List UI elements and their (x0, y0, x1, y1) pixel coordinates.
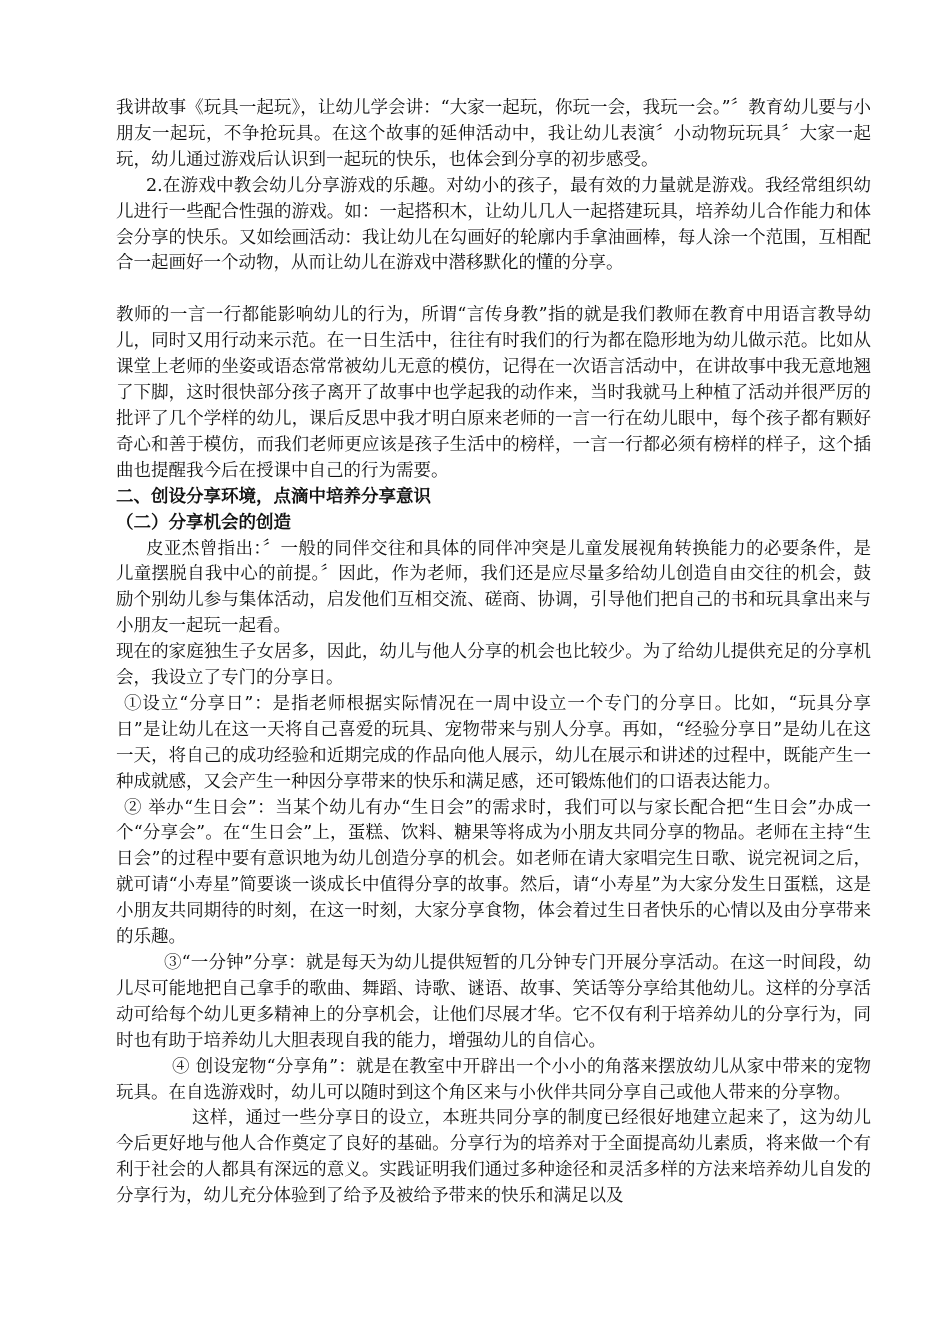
paragraph-birthday-party: ② 举办“生日会”：当某个幼儿有办“生日会”的需求时，我们可以与家长配合把“生日会”办成一个“分享会”。在“生日会”上，蛋糕、饮料、糖果等将成为小朋友共同分享的物品。老师在主持“生日会”的过程中要有意识地为幼儿创造分享的机会。如老师在请大家唱完生日歌、说完祝词之后，就可请“小寿星”简要谈一谈成长中值得分享的故事。然后，请“小寿星”为大家分发生日蛋糕，这是小朋友共同期待的时刻，在这一时刻，大家分享食物，体会着过生日者快乐的心情以及由分享带来的乐趣。 (116, 797, 871, 948)
paragraph-toy-story: 我讲故事《玩具一起玩》，让幼儿学会讲：“大家一起玩，你玩一会，我玩一会。”〞教育幼儿要与小朋友一起玩，不争抢玩具。在这个故事的延伸活动中，我让幼儿表演〞小动物玩玩具〞大家一起玩，幼儿通过游戏后认识到一起玩的快乐，也体会到分享的初步感受。 (116, 98, 871, 170)
section-heading: 二、创设分享环境，点滴中培养分享意识 (116, 486, 431, 507)
subsection-heading: （二）分享机会的创造 (116, 512, 291, 533)
paragraph-conclusion: 这样，通过一些分享日的设立，本班共同分享的制度已经很好地建立起来了，这为幼儿今后更好地与他人合作奠定了良好的基础。分享行为的培养对于全面提高幼儿素质，将来做一个有利于社会的人都具有深远的意义。实践证明我们通过多种途径和灵活多样的方法来培养幼儿自发的分享行为，幼儿充分体验到了给予及被给予带来的快乐和满足以及 (116, 1108, 871, 1207)
paragraph-share-day: ①设立“分享日”：是指老师根据实际情况在一周中设立一个专门的分享日。比如，“玩具分享日”是让幼儿在这一天将自己喜爱的玩具、宠物带来与别人分享。再如，“经验分享日”是幼儿在这一天，将自己的成功经验和近期完成的作品向他人展示，幼儿在展示和讲述的过程中，既能产生一种成就感，又会产生一种因分享带来的快乐和满足感，还可锻炼他们的口语表达能力。 (116, 693, 871, 792)
blank-line (116, 277, 871, 303)
paragraph-piaget-quote: 皮亚杰曾指出：〞一般的同伴交往和具体的同伴冲突是儿童发展视角转换能力的必要条件，是儿童摆脱自我中心的前提。〞因此，作为老师，我们还是应尽量多给幼儿创造自由交往的机会，鼓励个别幼儿参与集体活动，启发他们互相交流、磋商、协调，引导他们把自己的书和玩具拿出来与小朋友一起玩一起看。 (116, 538, 871, 637)
paragraph-only-child: 现在的家庭独生子女居多，因此，幼儿与他人分享的机会也比较少。为了给幼儿提供充足的分享机会，我设立了专门的分享日。 (116, 642, 871, 689)
paragraph-teacher-example: 教师的一言一行都能影响幼儿的行为，所谓“言传身教”指的就是我们教师在教育中用语言教导幼儿，同时又用行动来示范。在一日生活中，往往有时我们的行为都在隐形地为幼儿做示范。比如从课堂上老师的坐姿或语态常常被幼儿无意的模仿，记得在一次语言活动中，在讲故事中我无意地翘了下脚，这时很快部分孩子离开了故事中也学起我的动作来，当时我就马上种植了活动并很严厉的批评了几个学样的幼儿，课后反思中我才明白原来老师的一言一行在幼儿眼中，每个孩子都有颗好奇心和善于模仿，而我们老师更应该是孩子生活中的榜样，一言一行都必须有榜样的样子，这个插曲也提醒我今后在授课中自己的行为需要。 (116, 305, 871, 481)
paragraph-one-minute-share: ③“一分钟”分享：就是每天为幼儿提供短暂的几分钟专门开展分享活动。在这一时间段，幼儿尽可能地把自己拿手的歌曲、舞蹈、诗歌、谜语、故事、笑话等分享给其他幼儿。这样的分享活动可给每个幼儿更多精神上的分享机会，让他们尽展才华。它不仅有利于培养幼儿的分享行为，同时也有助于培养幼儿大胆表现自我的能力，增强幼儿的自信心。 (116, 953, 871, 1051)
document-page (116, 96, 871, 1210)
paragraph-pet-corner: ④ 创设宠物“分享角”：就是在教室中开辟出一个小小的角落来摆放幼儿从家中带来的宠物玩具。在自选游戏时，幼儿可以随时到这个角区来与小伙伴共同分享自己或他人带来的分享物。 (116, 1056, 871, 1103)
paragraph-game-sharing: 2.在游戏中教会幼儿分享游戏的乐趣。对幼小的孩子，最有效的力量就是游戏。我经常组织幼儿进行一些配合性强的游戏。如：一起搭积木，让幼儿几人一起搭建玩具，培养幼儿合作能力和体会分享的快乐。又如绘画活动：我让幼儿在勾画好的轮廓内手拿油画棒，每人涂一个范围，互相配合一起画好一个动物，从而让幼儿在游戏中潜移默化的懂的分享。 (116, 175, 871, 274)
